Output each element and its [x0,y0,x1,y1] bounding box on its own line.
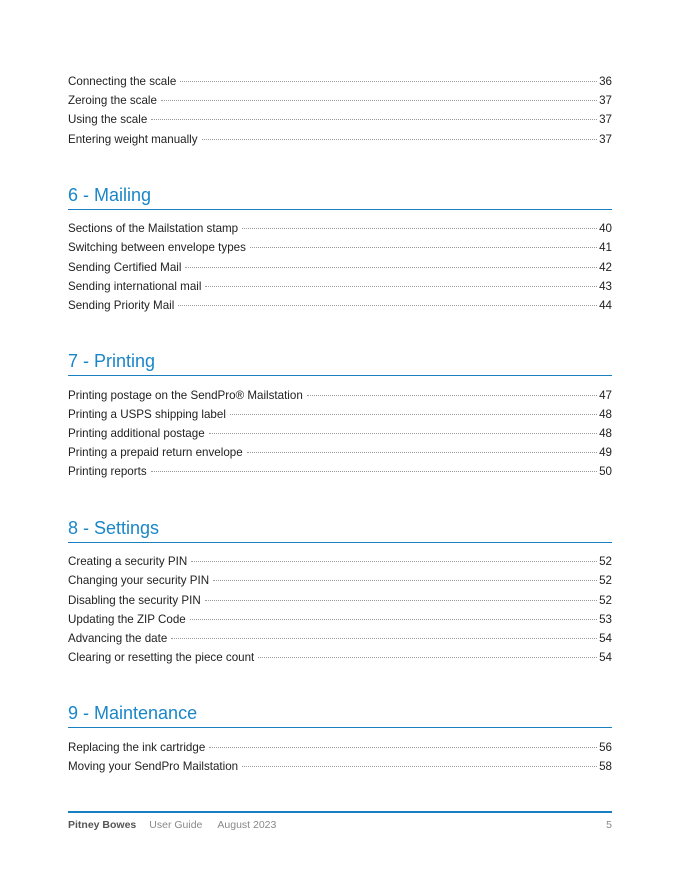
dot-leader [250,247,597,248]
dot-leader [161,100,597,101]
toc-entry-page: 52 [599,555,612,569]
toc-entry[interactable] [68,610,612,629]
toc-entry-page: 47 [599,388,612,402]
footer-guide: User Guide [149,819,203,831]
toc-entry-label: Printing a USPS shipping label [68,407,226,421]
toc-entry[interactable] [68,648,612,667]
dot-leader [151,471,597,472]
section-heading[interactable]: 9 - Maintenance [68,701,612,728]
footer-page-number: 5 [606,819,612,831]
dot-leader [205,286,597,287]
toc-entry-label: Moving your SendPro Mailstation [68,759,239,773]
toc-entry[interactable] [68,258,612,277]
toc-entry[interactable] [68,386,612,405]
toc-entry-label: Printing reports [68,465,147,479]
section-heading[interactable]: 6 - Mailing [68,183,612,210]
toc-entry-page: 40 [599,222,612,236]
toc-entry-label: Zeroing the scale [68,94,157,108]
toc-entry[interactable] [68,629,612,648]
toc-entry-label: Printing postage on the SendPro® Mailstation [68,388,303,402]
dot-leader [213,580,597,581]
toc-entry-label: Changing your security PIN [68,574,210,588]
dot-leader [307,395,597,396]
toc-entry-page: 44 [599,299,612,312]
dot-leader [230,414,597,415]
dot-leader [242,228,597,229]
section-heading[interactable]: 7 - Printing [68,349,612,376]
toc-entry[interactable] [68,277,612,296]
toc-entry-label: Using the scale [68,113,148,127]
table-of-contents [68,72,612,776]
dot-leader [209,433,597,434]
toc-entry-label: Creating a security PIN [68,555,188,569]
toc-entry-page: 36 [599,75,612,88]
toc-entry-label: Connecting the scale [68,75,177,88]
toc-entry-page: 43 [599,279,612,293]
toc-entry-page: 37 [599,94,612,108]
dot-leader [258,657,597,658]
toc-entry[interactable] [68,757,612,776]
toc-entry[interactable] [68,238,612,257]
toc-entry-page: 56 [599,740,612,754]
toc-entry-page: 52 [599,593,612,607]
toc-entry-label: Replacing the ink cartridge [68,740,206,754]
dot-leader [191,561,597,562]
toc-entry[interactable] [68,130,612,149]
section-heading[interactable]: 8 - Settings [68,516,612,543]
dot-leader [180,81,597,82]
toc-entry-page: 52 [599,574,612,588]
toc-entry-page: 48 [599,407,612,421]
page-footer [68,811,612,831]
dot-leader [178,305,597,306]
toc-entry-label: Entering weight manually [68,132,198,146]
toc-entry[interactable] [68,91,612,110]
dot-leader [185,267,597,268]
dot-leader [202,139,598,140]
toc-entry-page: 42 [599,260,612,274]
toc-entry-page: 54 [599,651,612,665]
toc-entry-page: 41 [599,241,612,255]
toc-entry-label: Printing additional postage [68,427,205,441]
dot-leader [151,119,597,120]
toc-entry-label: Clearing or resetting the piece count [68,651,255,665]
toc-entry-page: 54 [599,631,612,645]
toc-entry-label: Switching between envelope types [68,241,246,255]
dot-leader [171,638,597,639]
toc-entry-label: Disabling the security PIN [68,593,201,607]
toc-entry-page: 37 [599,113,612,127]
toc-entry[interactable] [68,462,612,481]
toc-entry-label: Sections of the Mailstation stamp [68,222,239,236]
dot-leader [242,766,597,767]
toc-entry-label: Sending Priority Mail [68,299,175,312]
toc-entry[interactable] [68,738,612,757]
dot-leader [205,600,597,601]
toc-entry-page: 50 [599,465,612,479]
toc-entry[interactable] [68,571,612,590]
dot-leader [247,452,597,453]
toc-entry-page: 58 [599,759,612,773]
toc-entry-page: 48 [599,427,612,441]
toc-entry-label: Printing a prepaid return envelope [68,446,243,460]
footer-date: August 2023 [217,819,277,831]
dot-leader [209,747,597,748]
toc-entry-page: 53 [599,612,612,626]
toc-entry-page: 37 [599,132,612,146]
toc-entry-label: Sending Certified Mail [68,260,182,274]
toc-entry[interactable] [68,219,612,238]
toc-entry[interactable] [68,296,612,315]
toc-entry[interactable] [68,405,612,424]
toc-entry-label: Advancing the date [68,631,168,645]
dot-leader [190,619,597,620]
toc-entry-label: Updating the ZIP Code [68,612,186,626]
toc-entry[interactable] [68,552,612,571]
toc-entry[interactable] [68,443,612,462]
toc-entry[interactable] [68,72,612,91]
footer-brand: Pitney Bowes [68,819,137,831]
toc-entry[interactable] [68,424,612,443]
toc-entry-label: Sending international mail [68,279,202,293]
toc-entry[interactable] [68,591,612,610]
toc-entry-page: 49 [599,446,612,460]
toc-entry[interactable] [68,110,612,129]
